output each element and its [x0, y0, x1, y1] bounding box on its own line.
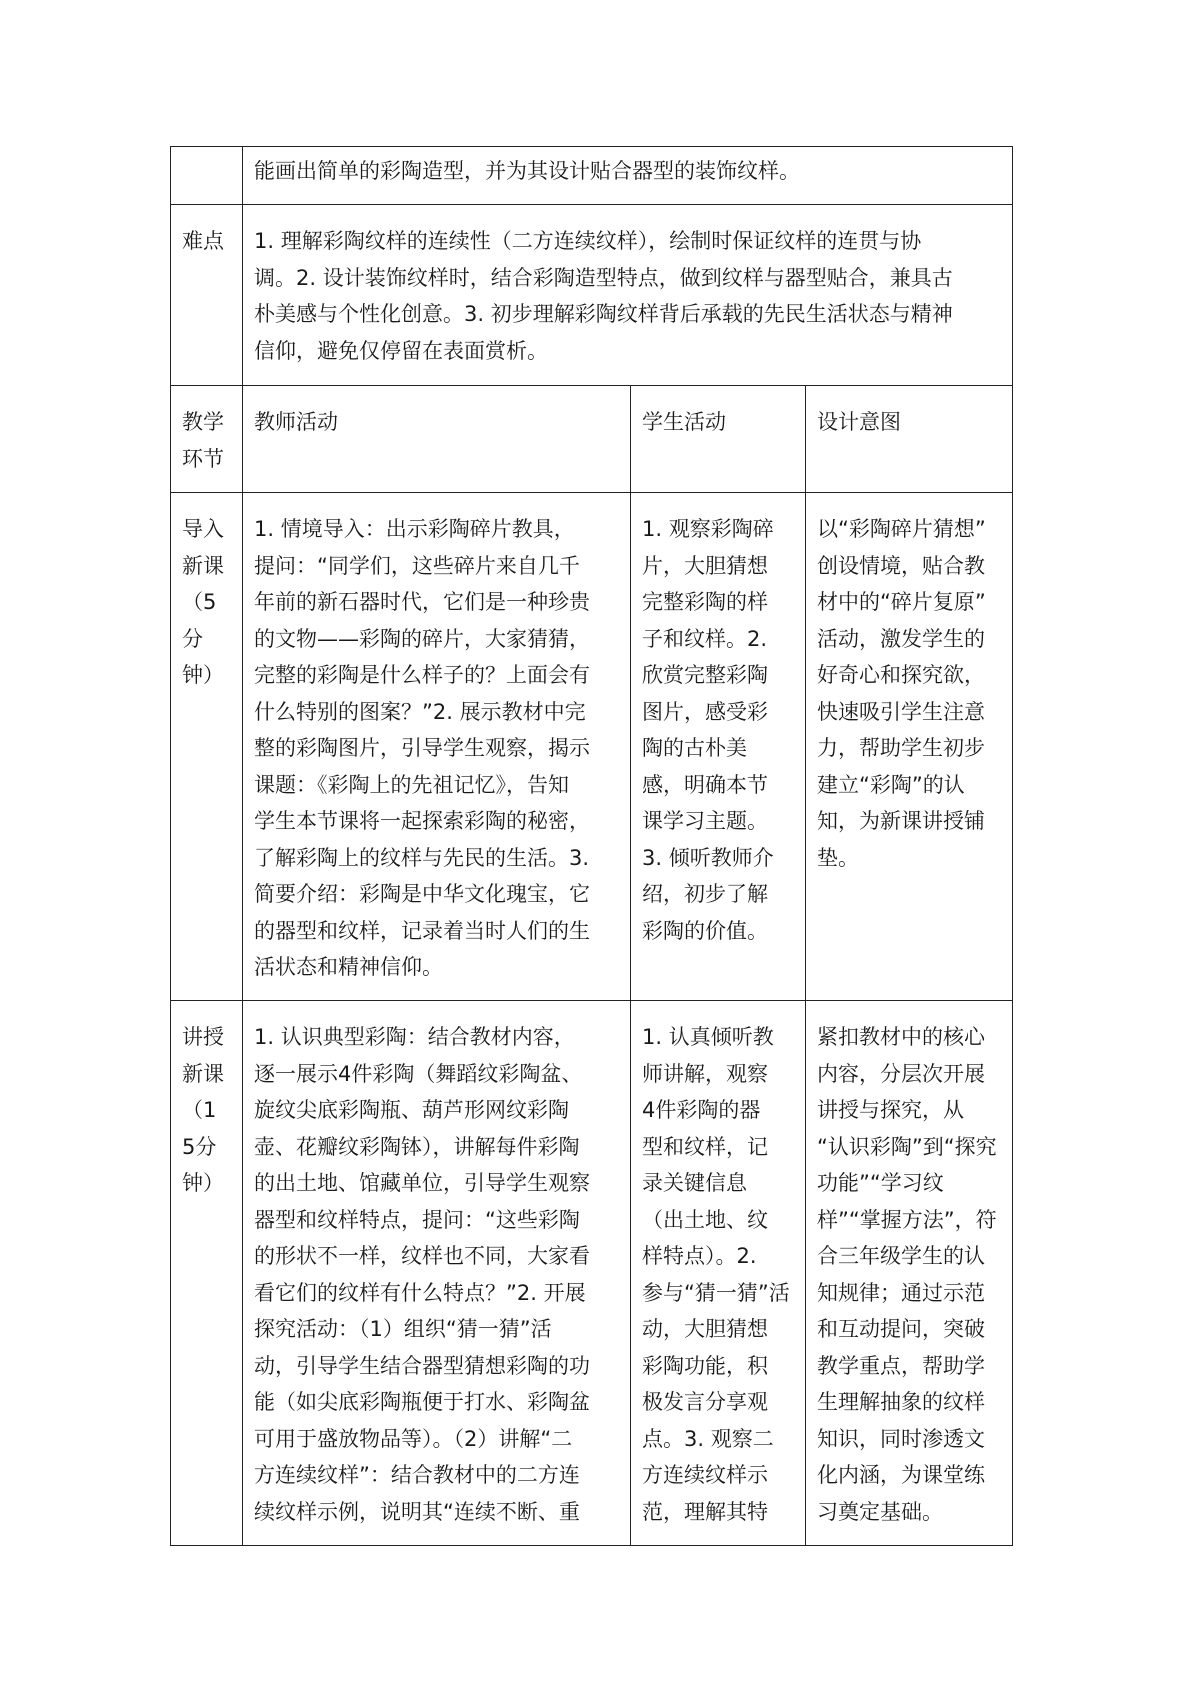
- text-line: 合三年级学生的认: [817, 1244, 985, 1268]
- text-line: 续纹样示例，说明其“连续不断、重: [254, 1499, 580, 1524]
- text-line: 样特点）。2.: [642, 1244, 757, 1268]
- text-line: 子和纹样。2.: [642, 626, 768, 651]
- text-line: 功能”“学习纹: [817, 1171, 944, 1195]
- text-line: 范，理解其特: [642, 1499, 768, 1524]
- difficulty-label-cell: [171, 205, 243, 386]
- text-line: 器型和纹样特点，提问：“这些彩陶: [254, 1207, 580, 1232]
- lecture-row: [171, 1001, 1013, 1546]
- text-line: （出土地、纹: [642, 1207, 768, 1232]
- text-line: 1. 认识典型彩陶：结合教材内容，: [254, 1025, 575, 1049]
- text-line: 图片，感受彩: [642, 699, 768, 724]
- text-line: （1: [182, 1098, 217, 1122]
- text-line: 简要介绍：彩陶是中华文化瑰宝，它: [254, 882, 590, 906]
- text-line: 快速吸引学生注意: [817, 699, 985, 724]
- text-line: 提问：“同学们，这些碎片来自几千: [254, 553, 580, 578]
- text-line: 1. 理解彩陶纹样的连续性（二方连续纹样），绘制时保证纹样的连贯与协: [254, 229, 922, 253]
- text-line: 材中的“碎片复原”: [817, 590, 986, 614]
- text-line: 1. 情境导入：出示彩陶碎片教具，: [254, 517, 575, 541]
- text-line: 导入: [182, 517, 224, 541]
- text-line: 可用于盛放物品等）。（2）讲解“二: [254, 1426, 573, 1451]
- text-line: 创设情境，贴合教: [817, 553, 985, 578]
- text-line: 了解彩陶上的纹样与先民的生活。3.: [254, 845, 590, 870]
- text-line: 4件彩陶的器: [642, 1098, 761, 1122]
- goal-row: [171, 147, 1013, 205]
- text-line: 型和纹样，记: [642, 1134, 768, 1159]
- text-line: 年前的新石器时代，它们是一种珍贵: [254, 590, 590, 614]
- text-line: 的器型和纹样，记录着当时人们的生: [254, 918, 590, 943]
- text-line: 生理解抽象的纹样: [817, 1390, 985, 1414]
- design-intent-header: 设计意图: [817, 410, 901, 434]
- intro-intent-cell: [806, 493, 1013, 1001]
- text-line: 信仰，避免仅停留在表面赏析。: [254, 338, 548, 363]
- text-line: 1. 观察彩陶碎: [642, 517, 774, 541]
- text-line: 陶的古朴美: [642, 736, 747, 760]
- text-line: 什么特别的图案？”2. 展示教材中完: [254, 699, 586, 724]
- text-line: 课学习主题。: [642, 809, 768, 833]
- text-line: 学生本节课将一起探索彩陶的秘密，: [254, 809, 590, 833]
- text-line: 方连续纹样”：结合教材中的二方连: [254, 1463, 580, 1487]
- header-row: [171, 386, 1013, 493]
- text-line: 欣赏完整彩陶: [642, 663, 768, 687]
- text-line: 5分: [182, 1134, 217, 1159]
- text-line: 完整彩陶的样: [642, 590, 768, 614]
- text-line: 朴美感与个性化创意。3. 初步理解彩陶纹样背后承载的先民生活状态与精神: [254, 302, 953, 326]
- text-line: 逐一展示4件彩陶（舞蹈纹彩陶盆、: [254, 1061, 583, 1086]
- text-line: “认识彩陶”到“探究: [817, 1134, 997, 1159]
- intro-teacher-cell: [243, 493, 631, 1001]
- text-line: 紧扣教材中的核心: [817, 1025, 985, 1049]
- text-line: 录关键信息: [642, 1171, 747, 1195]
- difficulty-label: 难点: [182, 229, 224, 253]
- stage-header-cell: [171, 386, 243, 493]
- text-line: 课题：《彩陶上的先祖记忆》，告知: [254, 772, 569, 797]
- text-line: 3. 倾听教师介: [642, 845, 774, 870]
- text-line: 力，帮助学生初步: [817, 736, 985, 760]
- text-line: 方连续纹样示: [642, 1463, 768, 1487]
- text-line: 以“彩陶碎片猜想”: [817, 517, 986, 541]
- text-line: 化内涵，为课堂练: [817, 1463, 985, 1487]
- text-line: 绍，初步了解: [642, 882, 768, 906]
- text-line: 点。3. 观察二: [642, 1426, 774, 1451]
- text-line: 彩陶的价值。: [642, 918, 768, 943]
- teacher-header-cell: [243, 386, 631, 493]
- text-line: 壶、花瓣纹彩陶钵），讲解每件彩陶: [254, 1134, 580, 1159]
- text-line: 内容，分层次开展: [817, 1061, 985, 1086]
- text-line: 新课: [182, 1061, 224, 1086]
- teacher-activity-header: 教师活动: [254, 410, 338, 434]
- student-activity-header: 学生活动: [642, 410, 726, 434]
- text-line: 调。2. 设计装饰纹样时，结合彩陶造型特点，做到纹样与器型贴合，兼具古: [254, 265, 953, 290]
- goal-label-cell: [171, 147, 243, 205]
- text-line: 讲授与探究，从: [817, 1098, 964, 1122]
- text-line: 感，明确本节: [642, 772, 768, 797]
- intent-header-cell: [806, 386, 1013, 493]
- text-line: 垫。: [817, 845, 859, 870]
- difficulty-row: [171, 205, 1013, 386]
- goal-text-cell: [243, 147, 1013, 205]
- lesson-plan-table: [170, 146, 1013, 1546]
- text-line: 片，大胆猜想: [642, 553, 768, 578]
- text-line: 知识，同时渗透文: [817, 1426, 985, 1451]
- text-line: 教学重点，帮助学: [817, 1353, 985, 1378]
- lecture-student-cell: [631, 1001, 806, 1546]
- text-line: 分: [182, 626, 203, 651]
- intro-row: [171, 493, 1013, 1001]
- text-line: 能画出简单的彩陶造型，并为其设计贴合器型的装饰纹样。: [254, 159, 800, 183]
- text-line: 知，为新课讲授铺: [817, 809, 985, 833]
- text-line: 的出土地、馆藏单位，引导学生观察: [254, 1171, 590, 1195]
- lecture-stage-cell: [171, 1001, 243, 1546]
- text-line: （5: [182, 590, 217, 614]
- text-line: 能（如尖底彩陶瓶便于打水、彩陶盆: [254, 1390, 590, 1414]
- text-line: 习奠定基础。: [817, 1499, 943, 1524]
- text-line: 完整的彩陶是什么样子的？上面会有: [254, 663, 590, 687]
- text-line: 新课: [182, 553, 224, 578]
- text-line: 好奇心和探究欲，: [817, 663, 985, 687]
- text-line: 极发言分享观: [642, 1390, 768, 1414]
- text-line: 活状态和精神信仰。: [254, 955, 443, 979]
- lecture-intent-cell: [806, 1001, 1013, 1546]
- text-line: 和互动提问，突破: [817, 1317, 985, 1341]
- text-line: 钟）: [182, 1171, 224, 1195]
- text-line: 钟）: [182, 663, 224, 687]
- intro-student-cell: [631, 493, 806, 1001]
- text-line: 师讲解，观察: [642, 1061, 768, 1086]
- text-line: 整的彩陶图片，引导学生观察，揭示: [254, 736, 590, 760]
- text-line: 旋纹尖底彩陶瓶、葫芦形网纹彩陶: [254, 1098, 569, 1122]
- text-line: 的形状不一样，纹样也不同，大家看: [254, 1244, 590, 1268]
- text-line: 样”“掌握方法”，符: [817, 1207, 997, 1232]
- difficulty-text-cell: [243, 205, 1013, 386]
- text-line: 动，引导学生结合器型猜想彩陶的功: [254, 1353, 590, 1378]
- text-line: 建立“彩陶”的认: [817, 772, 965, 797]
- text-line: 教学: [182, 410, 224, 434]
- text-line: 的文物——彩陶的碎片，大家猜猜，: [254, 626, 590, 651]
- text-line: 探究活动：（1）组织“猜一猜”活: [254, 1317, 552, 1341]
- text-line: 活动，激发学生的: [817, 626, 985, 651]
- text-line: 讲授: [182, 1025, 224, 1049]
- text-line: 彩陶功能，积: [642, 1353, 768, 1378]
- student-header-cell: [631, 386, 806, 493]
- text-line: 环节: [182, 446, 224, 471]
- text-line: 1. 认真倾听教: [642, 1025, 774, 1049]
- lecture-teacher-cell: [243, 1001, 631, 1546]
- text-line: 动，大胆猜想: [642, 1317, 768, 1341]
- text-line: 看它们的纹样有什么特点？”2. 开展: [254, 1280, 586, 1305]
- text-line: 参与“猜一猜”活: [642, 1280, 790, 1305]
- intro-stage-cell: [171, 493, 243, 1001]
- text-line: 知规律；通过示范: [817, 1280, 985, 1305]
